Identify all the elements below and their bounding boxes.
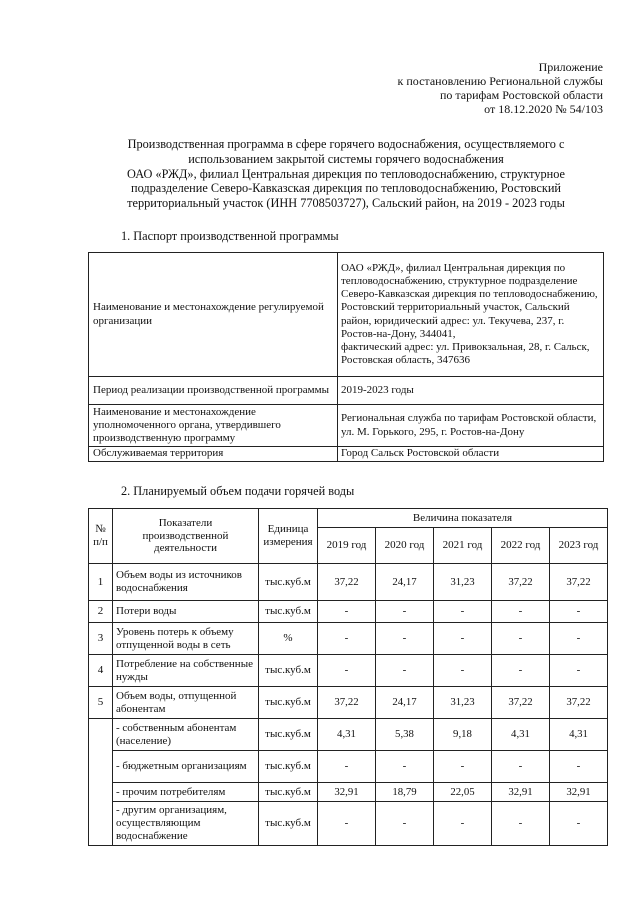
row-value: 37,22 (492, 564, 550, 601)
passport-label: Наименование и местонахождение уполномоченного органа, утвердившего производственную программу (89, 405, 338, 447)
row-value: - (492, 623, 550, 655)
row-value: 31,23 (434, 564, 492, 601)
row-indicator: Потребление на собственные нужды (113, 655, 259, 687)
header-year: 2021 год (434, 528, 492, 564)
row-value: - (550, 655, 608, 687)
row-unit: тыс.куб.м (259, 719, 318, 751)
row-value: - (318, 601, 376, 623)
row-value: - (492, 655, 550, 687)
row-value: 22,05 (434, 783, 492, 802)
row-unit: тыс.куб.м (259, 655, 318, 687)
row-no: 3 (89, 623, 113, 655)
row-value: - (434, 655, 492, 687)
row-no: 1 (89, 564, 113, 601)
header-no: № п/п (89, 509, 113, 564)
passport-table (88, 252, 604, 462)
row-indicator: - прочим потребителям (113, 783, 259, 802)
table-row (89, 783, 608, 802)
header-indicator: Показатели производственной деятельности (113, 509, 259, 564)
row-value: 32,91 (492, 783, 550, 802)
row-value: - (318, 751, 376, 783)
row-value: - (318, 623, 376, 655)
row-value: - (376, 655, 434, 687)
row-unit: тыс.куб.м (259, 564, 318, 601)
row-value: - (492, 601, 550, 623)
table-header-row (89, 509, 608, 528)
row-value: 37,22 (550, 687, 608, 719)
row-value: 37,22 (492, 687, 550, 719)
row-unit: тыс.куб.м (259, 601, 318, 623)
table-row (89, 405, 604, 447)
row-indicator: - собственным абонентам (население) (113, 719, 259, 751)
appendix-line: к постановлению Региональной службы (397, 74, 603, 89)
passport-value-line: фактический адрес: ул. Привокзальная, 28, г. Сальск, Ростовская область, 347636 (341, 340, 590, 367)
row-value: - (318, 802, 376, 846)
row-value: - (434, 623, 492, 655)
row-no (89, 719, 113, 846)
title-line: ОАО «РЖД», филиал Центральная дирекция по тепловодоснабжению, структурное (126, 166, 565, 181)
passport-value: 2019-2023 годы (338, 377, 604, 405)
header-value-group: Величина показателя (318, 509, 608, 528)
row-indicator: Объем воды, отпущенной абонентам (113, 687, 259, 719)
table-row (89, 447, 604, 462)
row-value: 18,79 (376, 783, 434, 802)
header-year: 2019 год (318, 528, 376, 564)
table-row (89, 623, 608, 655)
table-row (89, 377, 604, 405)
passport-value-line: ОАО «РЖД», филиал Центральная дирекция по тепловодоснабжению, структурное подразделение Северо-Кавказская дирекция по тепловодоснабжению, Ростовский территориальный участок, Сальский район, юридический адрес: ул. Текучева, 237, г. Ростов-на-Дону, 344041, (341, 261, 598, 340)
row-value: - (550, 601, 608, 623)
row-value: - (492, 751, 550, 783)
appendix-block (243, 60, 603, 117)
row-value: - (434, 601, 492, 623)
row-value: 24,17 (376, 687, 434, 719)
row-value: 4,31 (550, 719, 608, 751)
row-indicator: Потери воды (113, 601, 259, 623)
table-row (89, 802, 608, 846)
row-value: 32,91 (318, 783, 376, 802)
table-row (89, 687, 608, 719)
row-indicator: - бюджетным организациям (113, 751, 259, 783)
row-value: - (434, 802, 492, 846)
title-line: Производственная программа в сфере горячего водоснабжения, осуществляемого с (127, 137, 565, 151)
row-value: 37,22 (318, 687, 376, 719)
table-row (89, 751, 608, 783)
passport-label: Период реализации производственной программы (89, 377, 338, 405)
appendix-line: по тарифам Ростовской области (439, 88, 603, 103)
title-line: территориальный участок (ИНН 7708503727), Сальский район, на 2019 - 2023 годы (127, 196, 565, 210)
row-value: 9,18 (434, 719, 492, 751)
header-unit: Единица измерения (259, 509, 318, 564)
section-2-heading: 2. Планируемый объем подачи горячей воды (121, 484, 355, 498)
appendix-line: Приложение (538, 60, 603, 74)
row-unit: тыс.куб.м (259, 687, 318, 719)
passport-label: Наименование и местонахождение регулируемой организации (89, 253, 338, 377)
row-no: 4 (89, 655, 113, 687)
appendix-line: от 18.12.2020 № 54/103 (484, 102, 603, 117)
table-row (89, 564, 608, 601)
row-value: 4,31 (492, 719, 550, 751)
row-value: - (550, 751, 608, 783)
title-line: подразделение Северо-Кавказская дирекция по тепловодоснабжению, Ростовский (130, 181, 562, 196)
row-indicator: Уровень потерь к объему отпущенной воды в сеть (113, 623, 259, 655)
table-row (89, 719, 608, 751)
row-unit: % (259, 623, 318, 655)
table-row (89, 601, 608, 623)
row-value: 4,31 (318, 719, 376, 751)
header-year: 2022 год (492, 528, 550, 564)
row-value: - (376, 623, 434, 655)
row-no: 2 (89, 601, 113, 623)
table-row (89, 655, 608, 687)
row-unit: тыс.куб.м (259, 751, 318, 783)
row-value: - (376, 601, 434, 623)
passport-value: Город Сальск Ростовской области (338, 447, 604, 462)
document-title (96, 137, 596, 211)
row-value: 37,22 (550, 564, 608, 601)
row-value: 31,23 (434, 687, 492, 719)
table-row (89, 253, 604, 377)
row-unit: тыс.куб.м (259, 802, 318, 846)
row-value: 32,91 (550, 783, 608, 802)
row-value: - (434, 751, 492, 783)
row-indicator: Объем воды из источников водоснабжения (113, 564, 259, 601)
row-indicator: - другим организациям, осуществляющим водоснабжение (113, 802, 259, 846)
row-value: 37,22 (318, 564, 376, 601)
passport-label: Обслуживаемая территория (89, 447, 338, 462)
row-value: 24,17 (376, 564, 434, 601)
volume-table (88, 508, 608, 846)
passport-value: Региональная служба по тарифам Ростовской области, ул. М. Горького, 295, г. Ростов-на-Дону (338, 405, 604, 447)
title-line: использованием закрытой системы горячего водоснабжения (188, 151, 504, 166)
section-1-heading: 1. Паспорт производственной программы (121, 229, 339, 243)
row-value: 5,38 (376, 719, 434, 751)
passport-value (338, 253, 604, 377)
row-value: - (376, 802, 434, 846)
row-value: - (550, 623, 608, 655)
row-no: 5 (89, 687, 113, 719)
row-value: - (376, 751, 434, 783)
row-value: - (550, 802, 608, 846)
header-year: 2023 год (550, 528, 608, 564)
header-year: 2020 год (376, 528, 434, 564)
row-value: - (492, 802, 550, 846)
row-unit: тыс.куб.м (259, 783, 318, 802)
row-value: - (318, 655, 376, 687)
